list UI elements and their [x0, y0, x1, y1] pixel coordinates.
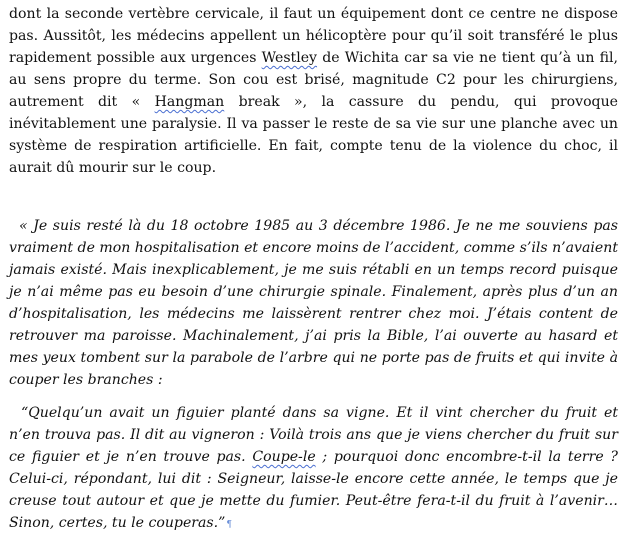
- text-run: de Wichita car sa vie ne tient qu’à un fil, au sens propre du terme. Son cou est brisé, magnitude C2 pour les chirurgiens, autrement dit «: [9, 50, 618, 110]
- text-run: “Quelqu’un avait un figuier planté dans sa vigne. Et il vint chercher du fruit et n’en trouva pas. Il dit au vigneron : Voilà trois ans que je viens chercher du fruit sur ce figuier et je n’en trouve pas.: [9, 405, 618, 465]
- spellcheck-word-coupe-le[interactable]: Coupe-le: [252, 449, 316, 465]
- text-run: « Je suis resté là du 18 octobre 1985 au 3 décembre 1986. Je ne me souviens pas vraiment de mon hospitalisation et encore moins de l’accident, comme s’ils n’avaient jamais existé. Mais inexplicablement, je me suis rétabli en un temps record puisque je n’ai même pas eu besoin d’une chirurgie spinale. Finalement, après plus d’un an d’hospitalisation, les médecins me laissèrent rentrer chez moi. J’étais content de retrouver ma paroisse. Machinalement, j’ai pris la Bible, l’ai ouverte au hasard et mes yeux tombent sur la parabole de l’arbre qui ne porte pas de fruits et qui invite à couper les branches :: [9, 218, 618, 388]
- paragraph-hospital-transfer: [9, 3, 618, 179]
- paragraph-testimony: [9, 215, 618, 391]
- spellcheck-word-hangman[interactable]: Hangman: [154, 94, 225, 110]
- text-run: dont la seconde vertèbre cervicale, il faut un équipement dont ce centre ne dispose pas. Aussitôt, les médecins appellent un hélicoptère pour qu’il soit transféré le plus rapidement possible aux urgences: [9, 6, 618, 66]
- text-run: ; pourquoi donc encombre-t-il la terre ? Celui-ci, répondant, lui dit : Seigneur, laisse-le encore cette année, le temps que je creuse tout autour et que je mette du fumier. Peut-être fera-t-il du fruit à l’avenir… Sinon, certes, tu le couperas.”: [9, 449, 618, 531]
- spellcheck-word-westley[interactable]: Westley: [261, 50, 318, 66]
- text-run: break », la cassure du pendu, qui provoque inévitablement une paralysie. Il va passer le reste de sa vie sur une planche avec un système de respiration artificielle. En fait, compte tenu de la violence du choc, il aurait dû mourir sur le coup.: [9, 94, 618, 176]
- paragraph-parable-quote: [9, 402, 618, 536]
- paragraph-mark-icon: ¶: [226, 520, 233, 530]
